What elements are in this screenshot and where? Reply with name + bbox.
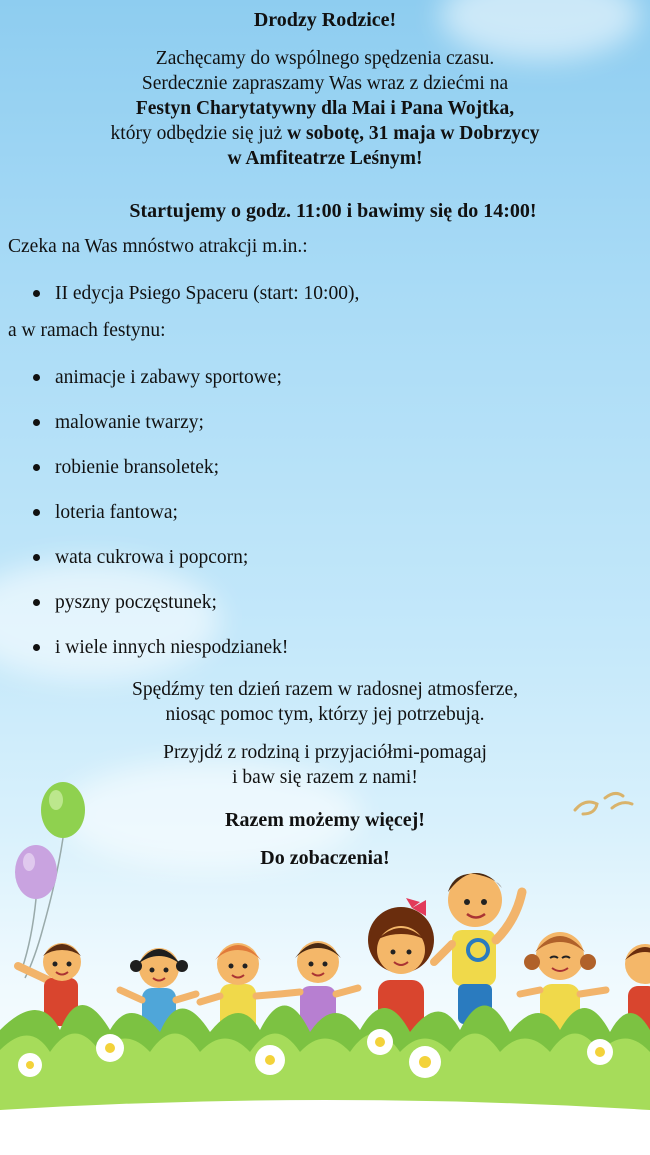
event-name: Festyn Charytatywny dla Mai i Pana Wojtka,: [135, 98, 515, 119]
attractions-intro: Czeka na Was mnóstwo atrakcji m.in.:: [8, 236, 308, 257]
children-group-illustration: [0, 780, 650, 1155]
farewell: Do zobaczenia!: [260, 847, 390, 869]
intro-block: [0, 46, 650, 171]
list-item: wata cukrowa i popcorn;: [33, 545, 288, 590]
list-item: loteria fantowa;: [33, 500, 288, 545]
closing-block-1: [0, 677, 650, 727]
closing-1-line-2: niosąc pomoc tym, którzy jej potrzebują.: [165, 704, 485, 725]
greeting-heading: Drodzy Rodzice!: [253, 9, 397, 31]
list-item: animacje i zabawy sportowe;: [33, 365, 288, 410]
festival-intro: a w ramach festynu:: [8, 320, 166, 341]
closing-1-line-1: Spędźmy ten dzień razem w radosnej atmosferze,: [131, 679, 519, 700]
child-figure: [434, 873, 522, 1024]
intro-line-1: Zachęcamy do wspólnego spędzenia czasu.: [155, 48, 495, 69]
grass-flowers-illustration: [0, 1005, 650, 1110]
list-item: pyszny poczęstunek;: [33, 590, 288, 635]
event-date-location: w sobotę, 31 maja w Dobrzycy: [287, 123, 540, 144]
bird-icon: [575, 793, 632, 814]
intro-line-2: Serdecznie zapraszamy Was wraz z dziećmi na: [141, 73, 509, 94]
list-item: robienie bransoletek;: [33, 455, 288, 500]
event-venue: w Amfiteatrze Leśnym!: [227, 148, 423, 169]
list-item: i wiele innych niespodzianek!: [33, 635, 288, 680]
slogan: Razem możemy więcej!: [225, 809, 425, 831]
list-item: malowanie twarzy;: [33, 410, 288, 455]
intro-line-4-prefix: który odbędzie się już: [110, 123, 288, 144]
closing-2-line-2: i baw się razem z nami!: [232, 767, 418, 788]
time-line: Startujemy o godz. 11:00 i bawimy się do 14:00!: [129, 200, 537, 222]
closing-2-line-1: Przyjdź z rodziną i przyjaciółmi-pomagaj: [163, 742, 487, 763]
intro-line-4: [0, 121, 650, 146]
list-item: II edycja Psiego Spaceru (start: 10:00),: [33, 281, 359, 326]
festival-list: [33, 365, 288, 680]
